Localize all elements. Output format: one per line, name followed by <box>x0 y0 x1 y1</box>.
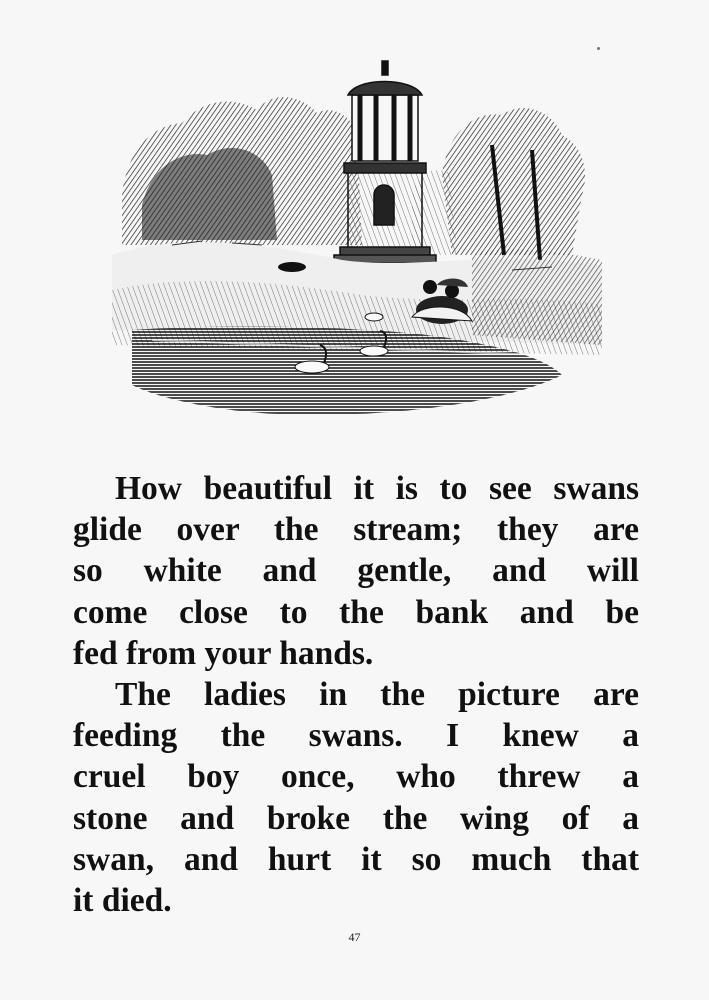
text-line: fed from your hands. <box>73 634 374 672</box>
text-line: come close to the bank and be <box>73 593 639 631</box>
text-line: The ladies in the picture are <box>115 676 639 714</box>
story-text <box>73 468 639 921</box>
ink-speck <box>597 47 600 50</box>
text-line: swan, and hurt it so much that <box>73 840 639 878</box>
text-line: stone and broke the wing of a <box>73 799 639 837</box>
text-line: feeding the swans. I knew a <box>73 717 639 755</box>
text-line: glide over the stream; they are <box>73 511 639 549</box>
text-line: How beautiful it is to see swans <box>115 470 639 507</box>
engraving-illustration <box>112 55 602 420</box>
page-number: 47 <box>348 930 361 944</box>
paragraph-1 <box>73 468 639 674</box>
text-line: so white and gentle, and will <box>73 552 639 590</box>
paragraph-2 <box>73 674 639 921</box>
engraving-swans-temple-icon <box>112 55 602 420</box>
text-line: it died. <box>73 882 172 920</box>
text-line: cruel boy once, who threw a <box>73 758 639 796</box>
